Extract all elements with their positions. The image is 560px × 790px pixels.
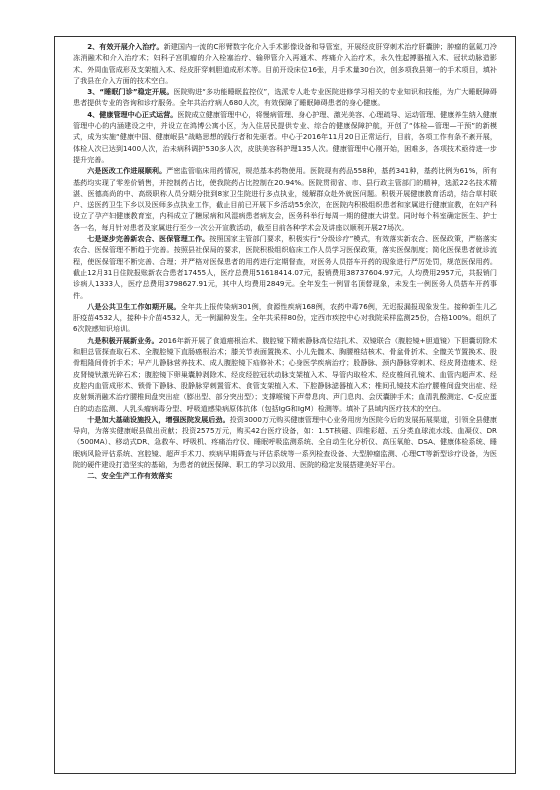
paragraph-public-health	[73, 301, 497, 335]
paragraph-text: 按照国家主管部门要求，积极实行“分级诊疗”模式，有效落实新农合、医保政策，严格落实农合、医保管理不断趋于完善。按照县社保局的要求，医院积极组织临床工作人员学习医保政策，落实医保制度；简化医保患者就诊流程，使医保管理不断完善、合理；并严格对医保患者的用药进行定期督查，对医务人员搭车开药的现象进行严厉处罚，规范医保用药。截止12月31日住院报账新农合患者17455人，医疗总费用51618414.07元，报销费用38737604.97元，人均费用2957元，共报销门诊病人1333人，医疗总费用3798627.91元，其中人均费用2849元。全年发生一例冒名顶替现象，未发生一例医务人员搭车开药事件。	[73, 234, 497, 300]
paragraph-lead: 2、有效开展介入治疗。	[87, 42, 164, 51]
paragraph-interventional	[73, 41, 497, 86]
paragraph-text: 新建国内一流的C形臂数字化介入手术影像设备和导管室，开展经皮肝穿刺术治疗肝囊肿；肿瘤的氩氦刀冷冻消融术和介入治疗术；妇科子宫肌瘤的介入栓塞治疗、输卵管介入再通术、疼痛介入治疗术，永久性起搏器植入术、冠状动脉造影术、外周血管成形及支架植入术、经皮肝穿刺胆道成形术等。目前开设床位16张，月手术量30台次，创多项我县第一的手术项目，填补了我县在介入方面的技术空白。	[73, 42, 497, 85]
paragraph-lead: 六是医改工作进展顺利。	[87, 166, 167, 176]
paragraph-text: 投资3000万元购买健康管理中心业务用房为医院今后的发展拓展渠道，引领全县健康导向，为落实健康岷县做出贡献；投资2575万元，购买42台医疗设备，如：1.5T核磁、四维彩超、五分类血球流水线、血凝仪、DR（500MA）、移动式DR、急救车、呼吸机、疼痛治疗仪、睡眠呼吸监测系统、全自动生化分析仪、高压氧舱、DSA、健康体检系统、睡眠病风险评估系统、宫腔镜、超声手术刀、疾病早期筛查与评估系统等一系列检查设备、大型肿瘤监测、心理CT等新型诊疗设备，为医院的硬件建设打造坚实的基础，为患者的就医保障、职工的学习以致用、医院的稳定发展搭建美好平台。	[73, 414, 497, 469]
paragraph-text: 医院购进“多功能睡眠监控仪”，选派专人赴专业医院进修学习相关的专业知识和技能，为广大睡眠障碍患者提供专业的咨询和诊疗服务。全年共治疗病人680人次，有效保障了睡眠障碍患者的身心健康。	[73, 87, 497, 108]
paragraph-text: 严密监管临床用药情况，规范基本药物使用。医院现有药品558种，基药341种，基药比例为61%，所有基药均实现了零差价销售，并控制药占比，使我院药占比控制在20.94%。医院贯彻省、市、县行政主管部门的精神，选派22名技术精湛、医德高尚的中、高级职称人员分期分批到8家卫生院进行多点执业，缓解群众赴外就医问题。积极开展健康教育活动，结合草村联户、送医药卫生下乡以及医师多点执业工作，截止目前已开展下乡活动55余次，在医院内积极组织患者和家属进行健康宣教，在妇产科设立了孕产妇健康教育室，内科成立了糖尿病和风湿病患者病友会，医务科举行每周一期的健康大讲堂。同时每个科室确定医生、护士各一名，每月针对患者及家属进行至少一次公开宣教活动，截至目前各种学术会及讲座以顺利开展27场次。	[73, 166, 498, 232]
paragraph-lead: 3、“睡眠门诊”稳定开展。	[87, 87, 174, 97]
paragraph-lead: 九是积极开展新业务。	[87, 335, 159, 345]
paragraph-insurance	[73, 233, 497, 301]
paragraph-lead: 七是逐步完善新农合、医保管理工作。	[87, 234, 210, 244]
paragraph-infrastructure	[73, 414, 497, 470]
paragraph-lead: 4、健康管理中心正式运营。	[87, 109, 178, 119]
section-heading: 二、安全生产工作有效落实	[87, 471, 173, 481]
paragraph-new-services	[73, 335, 497, 414]
paragraph-text: 全年共上报传染病301例，食源性疾病168例，农药中毒76例，无迟报漏报现象发生。接种新生儿乙肝疫苗4532人，接种卡介苗4532人，无一例漏种发生。全年共采样80份，定西市疾控中心对我院采样监测25份，合格100%。组织了6次院感知识培训。	[73, 301, 498, 334]
paragraph-text: 2016年新开展了食道癌根治术、腹腔镜下精索静脉高位结扎术、双镜联合（腹腔镜+胆道镜）下胆囊切除术和胆总管探查取石术、全腹腔镜下直肠癌根治术；膝关节表面置换术、小儿先髋术、胸腰椎结核术、骨盆骨折术、全髋关节置换术、股骨粗隆间骨折手术；早产儿静脉营养技术、成人腹腔镜下疝修补术；心身医学疾病治疗；股静脉、颈内静脉穿刺术、经皮肾造瘘术、经皮肾镜钬激光碎石术；腹腔镜下卵巢囊肿剥除术、经皮经腔冠状动脉支架植入术、导管内取栓术、经皮椎间孔镜术、血管内超声术、经皮腔内血管成形术、锁骨下静脉、股静脉穿刺置管术、食管支架植入术、下腔静脉滤器植入术；椎间孔镜技术治疗腰椎间盘突出症、经皮射频消融术治疗腰椎间盘突出症（膨出型、部分突出型）；支撑喉镜下声带息肉、声门息肉、会厌囊肿手术；血清乳酸测定、C-反应蛋白的动态监测、人乳头瘤病毒分型、呼吸道感染病原体抗体（包括IgG和IgM）检测等。填补了县域内医疗技术的空白。	[73, 335, 497, 413]
paragraph-medical-reform	[73, 165, 497, 233]
paragraph-lead: 八是公共卫生工作如期开展。	[87, 301, 181, 311]
document-page	[54, 36, 516, 774]
paragraph-health-center	[73, 109, 497, 165]
paragraph-text: 医院成立健康管理中心，将慢病管理、身心护理、激光美容、心理疏导、运动管理、健康养生纳入健康管理中心的内涵建设之中，并设立在鸿博公寓小区，为入住居民提供专业、综合的健康保障护航，开创了“体检—管理—干预”的新模式，成为实施“健康中国、健康岷县”战略思想的践行者和先驱者。中心于2016年11月20日正常运行，目前，各项工作有条不紊开展，体检人次已达到1400人次，治未病科调护530多人次，皮肤美容科护理135人次。健康管理中心刚开始，困难多，各项技术亟待进一步提升完善。	[73, 109, 498, 164]
paragraph-lead: 十是加大基础设施投入，增强医院发展后劲。	[87, 414, 230, 424]
paragraph-sleep-clinic	[73, 86, 497, 109]
